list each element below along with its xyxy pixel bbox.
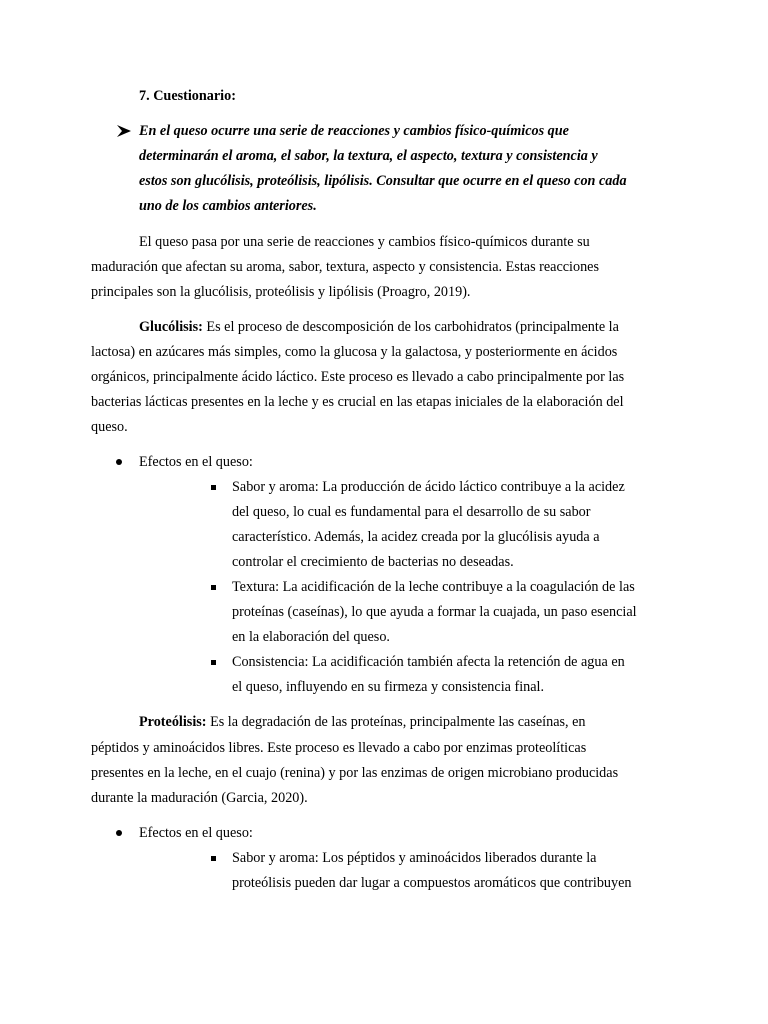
effect-line: característico. Además, la acidez creada por la glucólisis ayuda a	[232, 529, 600, 545]
section-heading: 7. Cuestionario:	[139, 88, 236, 104]
effect-line: Sabor y aroma: La producción de ácido láctico contribuye a la acidez	[232, 479, 625, 495]
effect-line: proteínas (caseínas), lo que ayuda a formar la cuajada, un paso esencial	[232, 604, 637, 620]
effect-line: controlar el crecimiento de bacterias no deseadas.	[232, 554, 514, 570]
square-bullet-icon	[211, 585, 216, 590]
proteolisis-term: Proteólisis:	[139, 714, 207, 730]
glucolisis-term: Glucólisis:	[139, 319, 203, 335]
square-bullet-icon	[211, 485, 216, 490]
proteolisis-line: péptidos y aminoácidos libres. Este proceso es llevado a cabo por enzimas proteolíticas	[91, 740, 587, 756]
effects-label: Efectos en el queso:	[139, 454, 253, 470]
square-bullet-icon	[211, 660, 216, 665]
proteolisis-first-text: Es la degradación de las proteínas, principalmente las caseínas, en	[206, 714, 586, 730]
effect-line: Sabor y aroma: Los péptidos y aminoácidos liberados durante la	[232, 850, 597, 866]
intro-line: El queso pasa por una serie de reacciones y cambios físico-químicos durante su	[139, 234, 590, 250]
glucolisis-line: lactosa) en azúcares más simples, como la glucosa y la galactosa, y posteriormente en ácidos	[91, 344, 618, 360]
bullet-dot-icon	[116, 459, 122, 465]
question-line: estos son glucólisis, proteólisis, lipólisis. Consultar que ocurre en el queso con cada	[139, 173, 627, 189]
bullet-dot-icon	[116, 830, 122, 836]
arrow-bullet-icon	[116, 124, 132, 138]
glucolisis-line: queso.	[91, 419, 128, 435]
question-line: uno de los cambios anteriores.	[139, 198, 317, 214]
effect-line: el queso, influyendo en su firmeza y consistencia final.	[232, 679, 545, 695]
proteolisis-line: durante la maduración (Garcia, 2020).	[91, 790, 308, 806]
proteolisis-first-line	[139, 712, 586, 732]
glucolisis-first-line	[139, 317, 619, 337]
glucolisis-line: orgánicos, principalmente ácido láctico. Este proceso es llevado a cabo principalmente por las	[91, 369, 625, 385]
effect-line: proteólisis pueden dar lugar a compuestos aromáticos que contribuyen	[232, 875, 632, 891]
effect-line: en la elaboración del queso.	[232, 629, 390, 645]
effects-label: Efectos en el queso:	[139, 825, 253, 841]
question-line: determinarán el aroma, el sabor, la textura, el aspecto, textura y consistencia y	[139, 148, 598, 164]
intro-line: maduración que afectan su aroma, sabor, textura, aspecto y consistencia. Estas reacciones	[91, 259, 599, 275]
glucolisis-first-text: Es el proceso de descomposición de los carbohidratos (principalmente la	[202, 319, 619, 335]
glucolisis-line: bacterias lácticas presentes en la leche y es crucial en las etapas iniciales de la elaboración del	[91, 394, 624, 410]
intro-line: principales son la glucólisis, proteólisis y lipólisis (Proagro, 2019).	[91, 284, 471, 300]
square-bullet-icon	[211, 856, 216, 861]
proteolisis-line: presentes en la leche, en el cuajo (renina) y por las enzimas de origen microbiano producidas	[91, 765, 619, 781]
question-line: En el queso ocurre una serie de reacciones y cambios físico-químicos que	[139, 123, 569, 139]
effect-line: Consistencia: La acidificación también afecta la retención de agua en	[232, 654, 625, 670]
effect-line: del queso, lo cual es fundamental para el desarrollo de su sabor	[232, 504, 591, 520]
effect-line: Textura: La acidificación de la leche contribuye a la coagulación de las	[232, 579, 635, 595]
